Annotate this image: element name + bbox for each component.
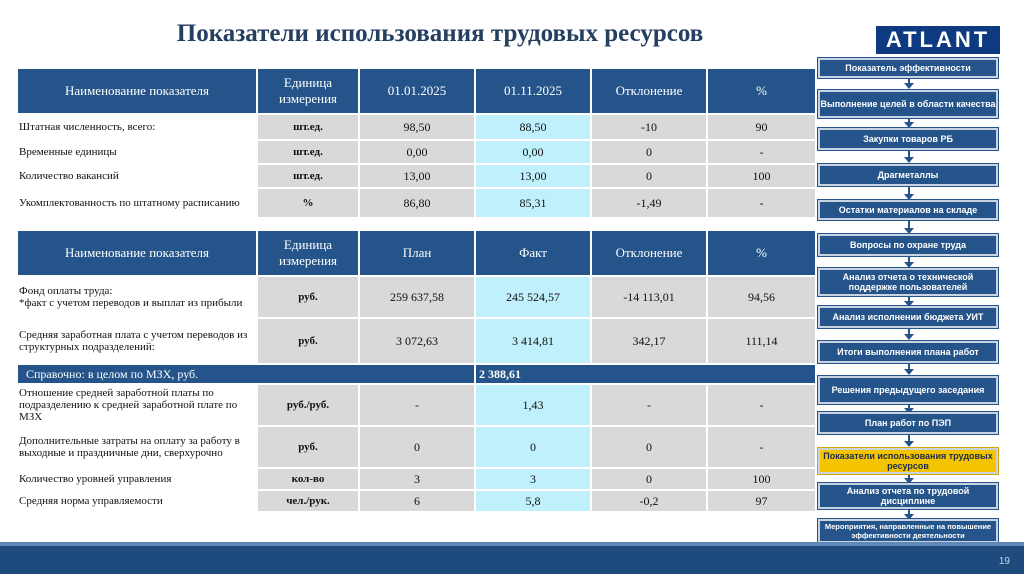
header-percent: %: [708, 231, 815, 275]
cell-value: 3 414,81: [476, 319, 590, 363]
cell-value: 0: [476, 427, 590, 467]
cell-percent: -: [708, 385, 815, 425]
header-indicator-name: Наименование показателя: [18, 69, 256, 113]
cell-percent: -: [708, 189, 815, 217]
table-row: [18, 165, 815, 187]
cell-value: 13,00: [476, 165, 590, 187]
cell-value: 3 072,63: [360, 319, 474, 363]
cell-value: 3: [360, 469, 474, 489]
nav-item-pep-plan[interactable]: План работ по ПЭП: [818, 412, 998, 434]
header-unit: Единица измерения: [258, 69, 358, 113]
row-label: Штатная численность, всего:: [18, 115, 256, 139]
footer-band: [0, 546, 1024, 574]
reference-label: Справочно: в целом по МЗХ, руб.: [18, 365, 474, 383]
row-unit: кол-во: [258, 469, 358, 489]
cell-deviation: -: [592, 385, 706, 425]
table-row: [18, 469, 815, 489]
table-row: [18, 385, 815, 425]
row-label: Временные единицы: [18, 141, 256, 163]
row-label: Средняя заработная плата с учетом переводов из структурных подразделений:: [18, 319, 256, 363]
page-number: 19: [998, 556, 1010, 567]
nav-item-previous-decisions[interactable]: Решения предыдущего заседания: [818, 376, 998, 404]
row-label: Фонд оплаты труда: *факт с учетом переводов и выплат из прибыли: [18, 277, 256, 317]
header-date-end: 01.11.2025: [476, 69, 590, 113]
cell-value: 98,50: [360, 115, 474, 139]
cell-value: 3: [476, 469, 590, 489]
cell-value: 85,31: [476, 189, 590, 217]
row-label: Количество вакансий: [18, 165, 256, 187]
staffing-table: [16, 67, 817, 219]
arrow-down-icon: [904, 369, 914, 375]
row-unit: шт.ед.: [258, 165, 358, 187]
cell-value: 88,50: [476, 115, 590, 139]
cell-value: 1,43: [476, 385, 590, 425]
cell-value: 245 524,57: [476, 277, 590, 317]
header-fact: Факт: [476, 231, 590, 275]
cell-value: 5,8: [476, 491, 590, 511]
cell-value: 0,00: [476, 141, 590, 163]
arrow-down-icon: [904, 157, 914, 163]
cell-value: 0: [360, 427, 474, 467]
row-label: Дополнительные затраты на оплату за работу в выходные и праздничные дни, сверхурочно: [18, 427, 256, 467]
header-indicator-name: Наименование показателя: [18, 231, 256, 275]
header-deviation: Отклонение: [592, 69, 706, 113]
row-unit: шт.ед.: [258, 115, 358, 139]
nav-item-plan-results[interactable]: Итоги выполнения плана работ: [818, 341, 998, 363]
nav-item-budget-analysis[interactable]: Анализ исполнении бюджета УИТ: [818, 306, 998, 328]
payroll-table: [16, 229, 817, 513]
atlant-logo: ATLANT: [876, 26, 1000, 54]
header-date-start: 01.01.2025: [360, 69, 474, 113]
cell-deviation: 342,17: [592, 319, 706, 363]
cell-value: 6: [360, 491, 474, 511]
nav-item-efficiency[interactable]: Показатель эффективности: [818, 58, 998, 78]
reference-value: 2 388,61: [476, 365, 815, 383]
cell-percent: 111,14: [708, 319, 815, 363]
row-unit: чел./рук.: [258, 491, 358, 511]
cell-percent: 100: [708, 469, 815, 489]
nav-item-labor-resources[interactable]: Показатели использования трудовых ресурсов: [818, 448, 998, 474]
nav-item-inventory[interactable]: Остатки материалов на складе: [818, 200, 998, 220]
reference-row: [18, 365, 815, 383]
cell-deviation: -1,49: [592, 189, 706, 217]
arrow-down-icon: [904, 334, 914, 340]
cell-deviation: 0: [592, 427, 706, 467]
table-row: [18, 427, 815, 467]
header-deviation: Отклонение: [592, 231, 706, 275]
nav-item-labor-discipline[interactable]: Анализ отчета по трудовой дисциплине: [818, 483, 998, 509]
row-unit: шт.ед.: [258, 141, 358, 163]
cell-deviation: 0: [592, 165, 706, 187]
row-unit: руб.: [258, 427, 358, 467]
nav-connector: [908, 187, 910, 194]
cell-percent: 97: [708, 491, 815, 511]
cell-deviation: 0: [592, 469, 706, 489]
table-row: [18, 277, 815, 317]
cell-value: -: [360, 385, 474, 425]
row-unit: %: [258, 189, 358, 217]
nav-item-efficiency-measures[interactable]: Мероприятия, направленные на повышение эффективности деятельности: [818, 519, 998, 543]
row-label: Средняя норма управляемости: [18, 491, 256, 511]
header-plan: План: [360, 231, 474, 275]
cell-percent: -: [708, 141, 815, 163]
nav-item-procurement[interactable]: Закупки товаров РБ: [818, 128, 998, 150]
table-row: [18, 319, 815, 363]
arrow-down-icon: [904, 83, 914, 89]
cell-percent: -: [708, 427, 815, 467]
cell-deviation: -14 113,01: [592, 277, 706, 317]
cell-deviation: -10: [592, 115, 706, 139]
row-label: Отношение средней заработной платы по подразделению к средней заработной плате по МЗХ: [18, 385, 256, 425]
row-unit: руб./руб.: [258, 385, 358, 425]
cell-percent: 94,56: [708, 277, 815, 317]
header-unit: Единица измерения: [258, 231, 358, 275]
cell-percent: 100: [708, 165, 815, 187]
arrow-down-icon: [904, 441, 914, 447]
nav-item-labor-safety[interactable]: Вопросы по охране труда: [818, 234, 998, 256]
cell-deviation: 0: [592, 141, 706, 163]
table-row: [18, 141, 815, 163]
header-percent: %: [708, 69, 815, 113]
cell-value: 259 637,58: [360, 277, 474, 317]
cell-value: 86,80: [360, 189, 474, 217]
cell-value: 13,00: [360, 165, 474, 187]
row-unit: руб.: [258, 277, 358, 317]
row-unit: руб.: [258, 319, 358, 363]
table-row: [18, 115, 815, 139]
nav-item-tech-support-report[interactable]: Анализ отчета о технической поддержке пользователей: [818, 268, 998, 296]
nav-item-quality-goals[interactable]: Выполнение целей в области качества: [818, 90, 998, 118]
table-row: [18, 189, 815, 217]
cell-value: 0,00: [360, 141, 474, 163]
cell-percent: 90: [708, 115, 815, 139]
nav-item-precious-metals[interactable]: Драгметаллы: [818, 164, 998, 186]
page-title: Показатели использования трудовых ресурсов: [176, 20, 704, 47]
row-label: Количество уровней управления: [18, 469, 256, 489]
row-label: Укомплектованность по штатному расписанию: [18, 189, 256, 217]
table-row: [18, 491, 815, 511]
cell-deviation: -0,2: [592, 491, 706, 511]
